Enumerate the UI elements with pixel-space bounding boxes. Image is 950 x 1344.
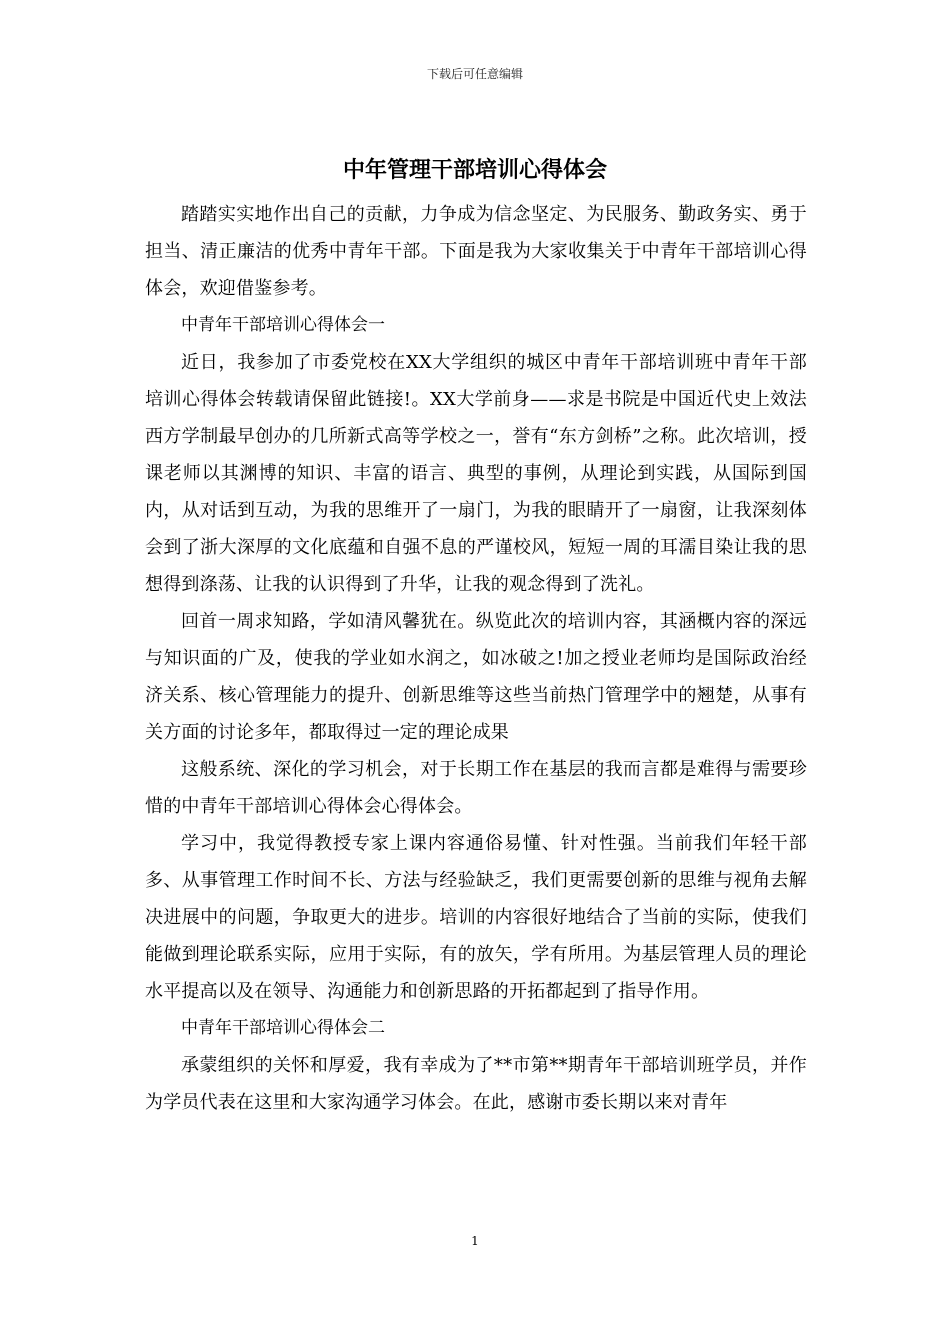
section-heading: 中青年干部培训心得体会一 bbox=[181, 315, 385, 335]
page-header: 下载后可任意编辑 bbox=[426, 67, 523, 81]
section-heading: 中青年干部培训心得体会二 bbox=[181, 1018, 385, 1038]
paragraph: 学习中，我觉得教授专家上课内容通俗易懂、针对性强。当前我们年轻干部多、从事管理工作时间不长、方法与经验缺乏，我们更需要创新的思维与视角去解决进展中的问题，争取更大的进步。培训的内容很好地结合了当前的实际，使我们能做到理论联系实际，应用于实际，有的放矢，学有所用。为基层管理人员的理论水平提高以及在领导、沟通能力和创新思路的开拓都起到了指导作用。 bbox=[145, 833, 807, 1002]
paragraph: 承蒙组织的关怀和厚爱，我有幸成为了**市第**期青年干部培训班学员，并作为学员代表在这里和大家沟通学习体会。在此，感谢市委长期以来对青年 bbox=[145, 1055, 807, 1113]
paragraph: 这般系统、深化的学习机会，对于长期工作在基层的我而言都是难得与需要珍惜的中青年干部培训心得体会心得体会。 bbox=[145, 759, 807, 817]
paragraph: 回首一周求知路，学如清风馨犹在。纵览此次的培训内容，其涵概内容的深远与知识面的广及，使我的学业如水润之，如冰破之!加之授业老师均是国际政治经济关系、核心管理能力的提升、创新思维等这些当前热门管理学中的翘楚，从事有关方面的讨论多年，都取得过一定的理论成果 bbox=[145, 611, 807, 743]
document-body bbox=[145, 196, 807, 1121]
page-number: 1 bbox=[471, 1234, 479, 1248]
paragraph: 踏踏实实地作出自己的贡献，力争成为信念坚定、为民服务、勤政务实、勇于担当、清正廉洁的优秀中青年干部。下面是我为大家收集关于中青年干部培训心得体会，欢迎借鉴参考。 bbox=[145, 204, 807, 299]
document-title: 中年管理干部培训心得体会 bbox=[342, 157, 607, 183]
paragraph: 近日，我参加了市委党校在XX大学组织的城区中青年干部培训班中青年干部培训心得体会转载请保留此链接!。XX大学前身——求是书院是中国近代史上效法西方学制最早创办的几所新式高等学校之一，誉有“东方剑桥”之称。此次培训，授课老师以其渊博的知识、丰富的语言、典型的事例，从理论到实践，从国际到国内，从对话到互动，为我的思维开了一扇门，为我的眼睛开了一扇窗，让我深刻体会到了浙大深厚的文化底蕴和自强不息的严谨校风，短短一周的耳濡目染让我的思想得到涤荡、让我的认识得到了升华，让我的观念得到了洗礼。 bbox=[145, 352, 807, 595]
